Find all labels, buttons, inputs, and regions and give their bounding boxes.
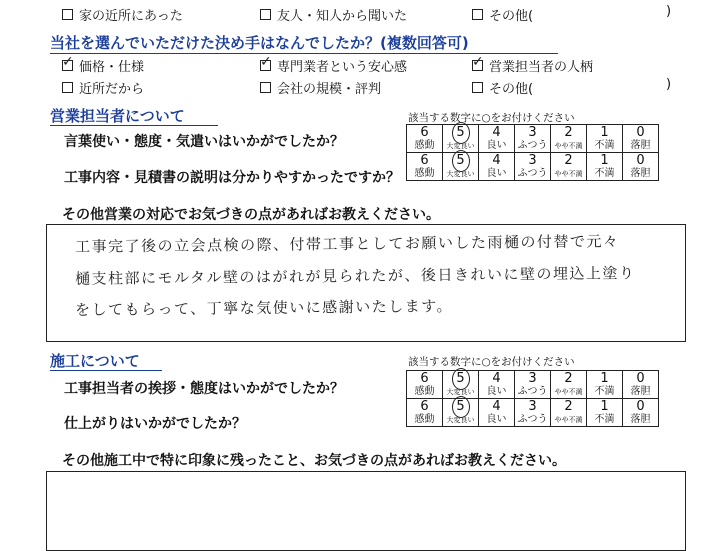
rating-cell-0[interactable]: 0 落胆 xyxy=(623,371,659,399)
rating-cell-1[interactable]: 1 不満 xyxy=(587,399,623,427)
rating-cell-5-selected[interactable]: 5 大変良い xyxy=(443,399,479,427)
option-company-reputation[interactable] xyxy=(260,78,381,97)
other-close-paren: ) xyxy=(666,77,672,92)
option-label: 近所だから xyxy=(79,82,145,97)
handwritten-line: をしてもらって、丁寧な気使いに感謝いたします。 xyxy=(74,297,454,319)
rating-cell-2[interactable]: 2 やや不満 xyxy=(551,371,587,399)
construction-comment-box[interactable] xyxy=(46,471,686,551)
option-sales-personality[interactable] xyxy=(472,56,593,75)
rating-cell-5-selected[interactable]: 5 大変良い xyxy=(443,125,479,153)
rating-cell-3[interactable]: 3 ふつう xyxy=(515,153,551,181)
option-label: 価格・仕様 xyxy=(79,60,145,75)
checkbox[interactable] xyxy=(62,82,73,93)
rating-cell-1[interactable]: 1 不満 xyxy=(587,371,623,399)
option-label: 営業担当者の人柄 xyxy=(489,60,594,75)
decision-heading: 当社を選んでいただけた決め手はなんでしたか？(複数回答可) xyxy=(50,34,469,52)
rating-cell-3[interactable]: 3 ふつう xyxy=(515,125,551,153)
rating-instruction: 該当する数字に○をお付けください xyxy=(408,112,575,124)
rating-row-construction-finish xyxy=(407,399,659,427)
checkbox[interactable] xyxy=(472,82,483,93)
rating-cell-6[interactable]: 6 感動 xyxy=(407,399,443,427)
question-sales-explanation: 工事内容・見積書の説明は分かりやすかったですか？ xyxy=(64,170,400,186)
option-near-home[interactable] xyxy=(62,5,183,24)
rating-cell-4[interactable]: 4 良い xyxy=(479,399,515,427)
rating-row-sales-explanation xyxy=(407,153,659,181)
rating-cell-4[interactable]: 4 良い xyxy=(479,371,515,399)
rating-cell-5-selected[interactable]: 5 大変良い xyxy=(443,371,479,399)
rating-cell-2[interactable]: 2 やや不満 xyxy=(551,153,587,181)
sales-comment-prompt: その他営業の対応でお気づきの点があればお教えください。 xyxy=(62,207,440,223)
option-label: その他( xyxy=(489,82,534,97)
rating-cell-0[interactable]: 0 落胆 xyxy=(623,153,659,181)
option-label: 家の近所にあった xyxy=(79,9,183,24)
rating-instruction: 該当する数字に○をお付けください xyxy=(408,356,575,368)
option-label: 会社の規模・評判 xyxy=(277,82,382,97)
construction-comment-prompt: その他施工中で特に印象に残ったこと、お気づきの点があればお教えください。 xyxy=(62,453,566,469)
rating-cell-4[interactable]: 4 良い xyxy=(479,125,515,153)
checkbox-checked[interactable] xyxy=(472,60,483,71)
checkbox-checked[interactable] xyxy=(62,60,73,71)
question-construction-finish: 仕上がりはいかがでしたか？ xyxy=(64,416,246,432)
rating-cell-2[interactable]: 2 やや不満 xyxy=(551,399,587,427)
rating-cell-3[interactable]: 3 ふつう xyxy=(515,399,551,427)
checkbox[interactable] xyxy=(472,9,483,20)
rating-cell-4[interactable]: 4 良い xyxy=(479,153,515,181)
rating-table-construction xyxy=(406,370,659,427)
handwritten-line: 工事完了後の立会点検の際、付帯工事としてお願いした雨樋の付替で元々 xyxy=(74,232,620,256)
option-friend-referral[interactable] xyxy=(260,5,407,24)
handwritten-line: 樋支柱部にモルタル壁のはがれが見られたが、後日きれいに壁の埋込上塗り xyxy=(74,264,636,288)
rating-cell-1[interactable]: 1 不満 xyxy=(587,125,623,153)
rating-row-construction-manners xyxy=(407,371,659,399)
option-label: その他( xyxy=(489,9,534,24)
option-nearby[interactable] xyxy=(62,78,144,97)
rating-cell-2[interactable]: 2 やや不満 xyxy=(551,125,587,153)
rating-row-sales-manners xyxy=(407,125,659,153)
option-other-decision[interactable] xyxy=(472,78,533,97)
question-construction-manners: 工事担当者の挨拶・態度はいかがでしたか？ xyxy=(64,381,344,397)
sales-heading: 営業担当者について xyxy=(50,107,185,125)
rating-cell-0[interactable]: 0 落胆 xyxy=(623,125,659,153)
checkbox[interactable] xyxy=(260,82,271,93)
question-sales-manners: 言葉使い・態度・気遣いはいかがでしたか？ xyxy=(64,134,344,150)
rating-table-sales xyxy=(406,124,659,181)
rating-cell-5-selected[interactable]: 5 大変良い xyxy=(443,153,479,181)
rating-cell-0[interactable]: 0 落胆 xyxy=(623,399,659,427)
construction-heading: 施工について xyxy=(50,352,140,370)
sales-heading-underline xyxy=(50,125,218,126)
option-specialist[interactable] xyxy=(260,56,407,75)
rating-cell-1[interactable]: 1 不満 xyxy=(587,153,623,181)
checkbox[interactable] xyxy=(62,9,73,20)
option-other-top[interactable] xyxy=(472,5,533,24)
option-label: 友人・知人から聞いた xyxy=(277,9,408,24)
rating-cell-6[interactable]: 6 感動 xyxy=(407,125,443,153)
option-label: 専門業者という安心感 xyxy=(277,60,408,75)
construction-heading-underline xyxy=(50,370,162,371)
checkbox[interactable] xyxy=(260,9,271,20)
other-close-paren: ) xyxy=(666,4,672,19)
rating-cell-6[interactable]: 6 感動 xyxy=(407,153,443,181)
checkbox-checked[interactable] xyxy=(260,60,271,71)
rating-cell-6[interactable]: 6 感動 xyxy=(407,371,443,399)
rating-cell-3[interactable]: 3 ふつう xyxy=(515,371,551,399)
option-price[interactable] xyxy=(62,56,144,75)
sales-comment-box[interactable] xyxy=(46,224,686,342)
